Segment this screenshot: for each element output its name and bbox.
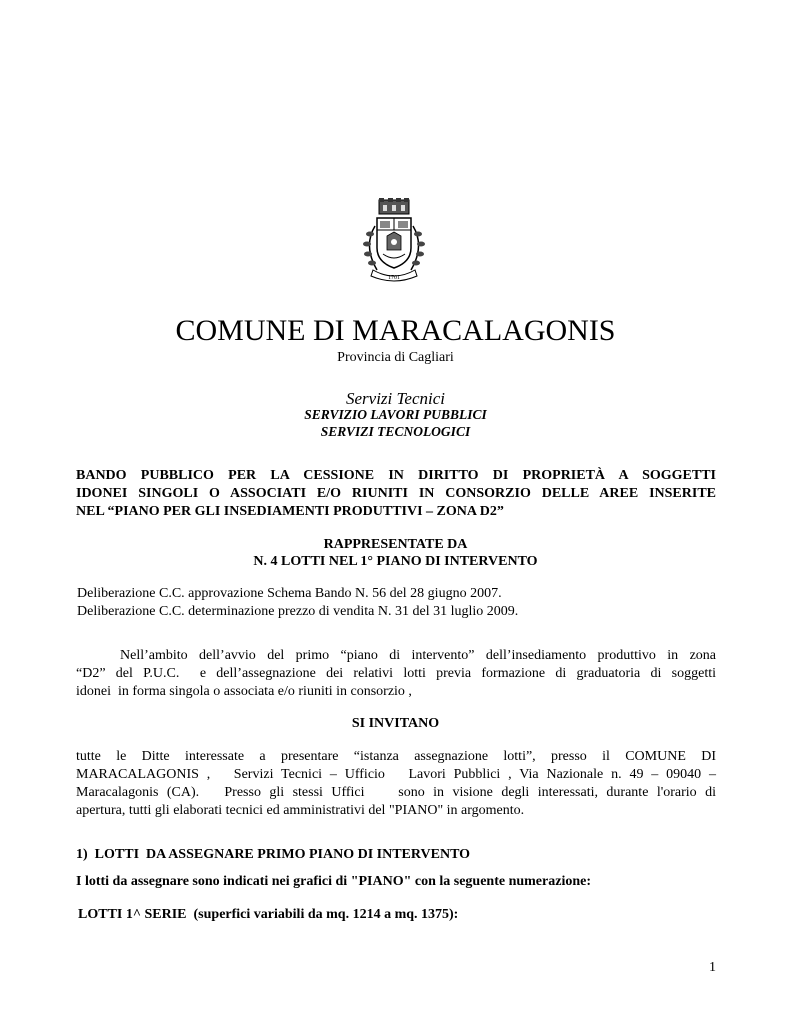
paragraph-line: apertura, tutti gli elaborati tecnici ed amministrativi del "PIANO" in argomento.	[76, 803, 525, 818]
bando-title-line: NEL “PIANO PER GLI INSEDIAMENTI PRODUTTIVI – ZONA D2”	[76, 504, 504, 519]
deliberation-line: Deliberazione C.C. determinazione prezzo di vendita N. 31 del 31 luglio 2009.	[77, 604, 519, 619]
invitation-paragraph	[76, 748, 716, 820]
sub-department-2: SERVIZI TECNOLOGICI	[320, 424, 471, 439]
bando-title	[76, 467, 716, 521]
paragraph-line: Nell’ambito dell’avvio del primo “piano di intervento” dell’insediamento produttivo in zona	[120, 648, 716, 663]
invitation-heading: SI INVITANO	[351, 716, 440, 731]
municipal-crest-logo	[355, 196, 433, 286]
paragraph-line: “D2” del P.U.C. e dell’assegnazione dei relativi lotti previa formazione di graduatoria di soggetti	[76, 666, 716, 681]
bando-title-line: IDONEI SINGOLI O ASSOCIATI E/O RIUNITI IN CONSORZIO DELLE AREE INSERITE	[76, 486, 716, 501]
bando-title-line: BANDO PUBBLICO PER LA CESSIONE IN DIRITTO DI PROPRIETÀ A SOGGETTI	[76, 468, 716, 483]
represented-line-2: N. 4 LOTTI NEL 1° PIANO DI INTERVENTO	[253, 554, 538, 569]
deliberation-line: Deliberazione C.C. approvazione Schema Bando N. 56 del 28 giugno 2007.	[77, 586, 502, 601]
province-subtitle: Provincia di Cagliari	[337, 350, 454, 365]
section-1-series-1: LOTTI 1^ SERIE (superfici variabili da mq. 1214 a mq. 1375):	[78, 907, 459, 922]
municipality-title: COMUNE DI MARACALAGONIS	[175, 314, 616, 347]
paragraph-line: idonei in forma singola o associata e/o riuniti in consorzio ,	[76, 684, 412, 699]
paragraph-line: tutte le Ditte interessate a presentare “istanza assegnazione lotti”, presso il COMUNE DI	[76, 749, 716, 764]
section-1-heading: 1) LOTTI DA ASSEGNARE PRIMO PIANO DI INTERVENTO	[76, 847, 471, 862]
page-number: 1	[709, 960, 716, 975]
crest-year-label: 1701	[388, 275, 400, 281]
paragraph-line: MARACALAGONIS , Servizi Tecnici – Ufficio Lavori Pubblici , Via Nazionale n. 49 – 09040 –	[76, 767, 716, 782]
paragraph-line: Maracalagonis (CA). Presso gli stessi Uffici sono in visione degli interessati, durante l'orario di	[76, 785, 716, 800]
intro-paragraph	[76, 647, 716, 701]
department-heading: Servizi Tecnici	[346, 389, 445, 408]
represented-line-1: RAPPRESENTATE DA	[323, 537, 468, 552]
sub-department-1: SERVIZIO LAVORI PUBBLICI	[304, 407, 487, 422]
section-1-intro: I lotti da assegnare sono indicati nei grafici di "PIANO" con la seguente numerazione:	[76, 874, 591, 889]
